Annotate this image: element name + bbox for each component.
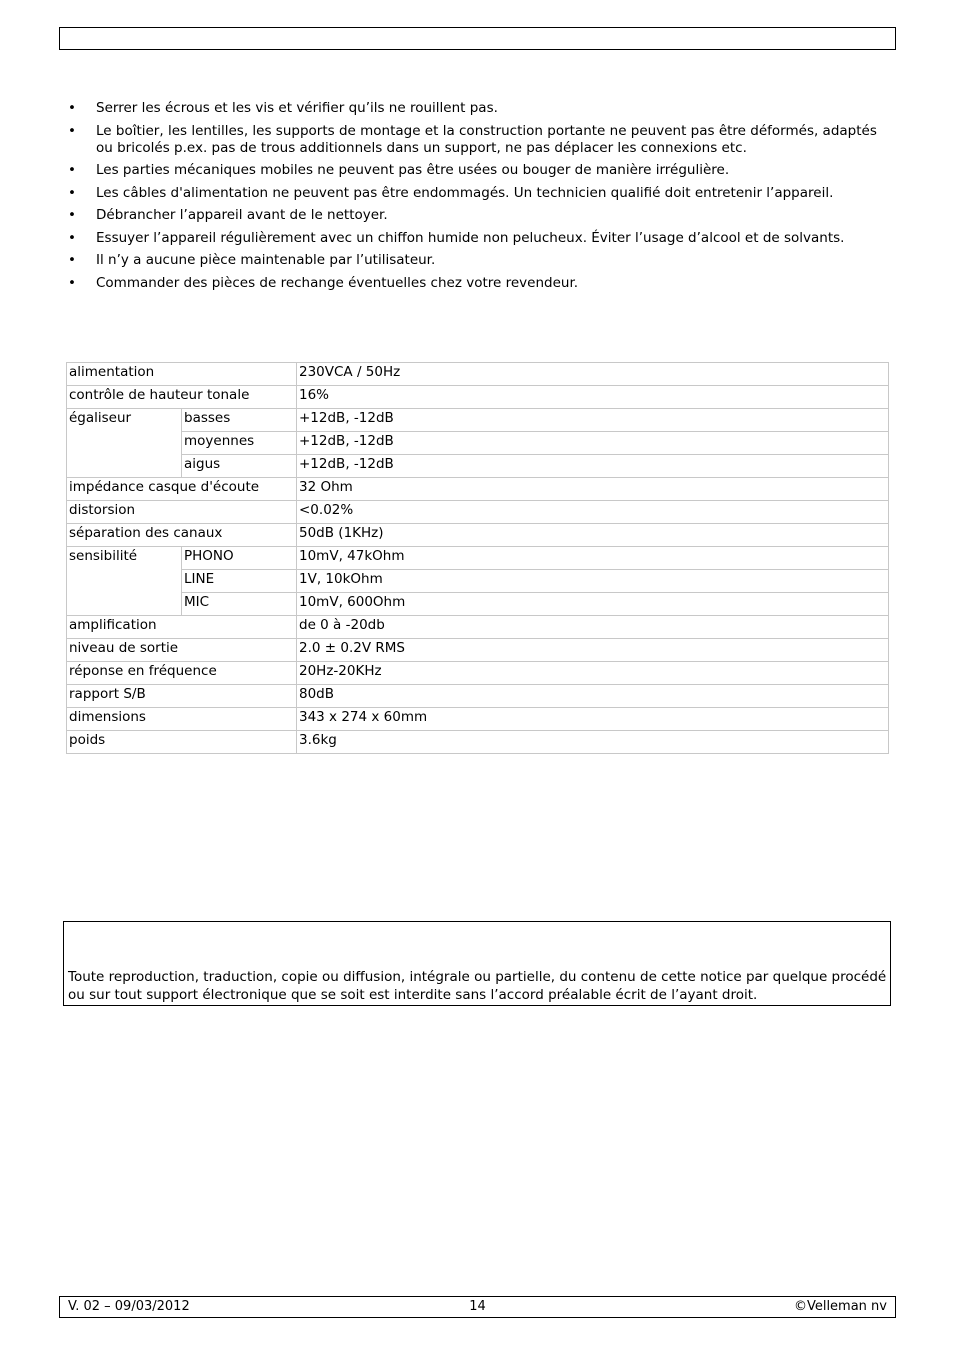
spec-label: égaliseur	[67, 409, 182, 478]
table-row	[67, 662, 889, 685]
list-item: • Il n’y a aucune pièce maintenable par l’utilisateur.	[68, 252, 436, 268]
spec-value: +12dB, -12dB	[297, 409, 889, 432]
bullet-icon: •	[68, 252, 76, 268]
spec-value: 16%	[297, 386, 889, 409]
spec-value: 3.6kg	[297, 731, 889, 754]
table-row	[67, 685, 889, 708]
bullet-icon: •	[68, 274, 76, 291]
spec-label: sensibilité	[67, 547, 182, 616]
table-row	[67, 524, 889, 547]
spec-value: 20Hz-20KHz	[297, 662, 889, 685]
spec-value: 230VCA / 50Hz	[297, 363, 889, 386]
spec-value: 343 x 274 x 60mm	[297, 708, 889, 731]
spec-label: réponse en fréquence	[67, 662, 297, 685]
page-footer	[59, 1296, 896, 1318]
list-item: • Les parties mécaniques mobiles ne peuvent pas être usées ou bouger de manière irrégulière.	[68, 162, 730, 178]
spec-label: amplification	[67, 616, 297, 639]
table-row	[67, 478, 889, 501]
spec-label: impédance casque d'écoute	[67, 478, 297, 501]
bullet-icon: •	[68, 122, 76, 139]
spec-sublabel: LINE	[182, 570, 297, 593]
spec-sublabel: PHONO	[182, 547, 297, 570]
table-row	[67, 547, 889, 570]
list-item: • Le boîtier, les lentilles, les supports de montage et la construction portante ne peuvent pas être déformés, adaptés ou bricolés p.ex. pas de trous additionnels dans un support, ne pas déplacer les connexions etc.	[68, 122, 877, 156]
table-row	[67, 593, 889, 616]
table-row	[67, 363, 889, 386]
maintenance-list	[60, 100, 890, 297]
spec-sublabel: MIC	[182, 593, 297, 616]
list-item: • Débrancher l’appareil avant de le nettoyer.	[68, 207, 388, 223]
copyright-notice-text: Toute reproduction, traduction, copie ou diffusion, intégrale ou partielle, du contenu de cette notice par quelque procédé ou sur tout support électronique que se soit est interdite sans l’accord préalable écrit de l’ayant droit.	[68, 969, 887, 1003]
table-row	[67, 570, 889, 593]
spec-label: contrôle de hauteur tonale	[67, 386, 297, 409]
table-row	[67, 409, 889, 432]
spec-value: 2.0 ± 0.2V RMS	[297, 639, 889, 662]
spec-value: 1V, 10kOhm	[297, 570, 889, 593]
spec-value: 50dB (1KHz)	[297, 524, 889, 547]
spec-label: rapport S/B	[67, 685, 297, 708]
list-item: • Commander des pièces de rechange éventuelles chez votre revendeur.	[68, 274, 579, 291]
table-row	[67, 708, 889, 731]
spec-sublabel: aigus	[182, 455, 297, 478]
spec-label: niveau de sortie	[67, 639, 297, 662]
list-item: • Serrer les écrous et les vis et vérifier qu’ils ne rouillent pas.	[68, 100, 498, 116]
bullet-icon: •	[68, 162, 76, 178]
footer-copyright: ©Velleman nv	[793, 1299, 887, 1314]
list-item: • Les câbles d'alimentation ne peuvent pas être endommagés. Un technicien qualifié doit entretenir l’appareil.	[68, 184, 834, 201]
spec-value: +12dB, -12dB	[297, 455, 889, 478]
spec-label: alimentation	[67, 363, 297, 386]
table-row	[67, 616, 889, 639]
footer-page-number: 14	[469, 1299, 486, 1314]
spec-sublabel: moyennes	[182, 432, 297, 455]
bullet-icon: •	[68, 100, 76, 116]
spec-value: de 0 à -20db	[297, 616, 889, 639]
spec-label: séparation des canaux	[67, 524, 297, 547]
spec-value: 80dB	[297, 685, 889, 708]
table-row	[67, 455, 889, 478]
list-item: • Essuyer l’appareil régulièrement avec un chiffon humide non pelucheux. Éviter l’usage d’alcool et de solvants.	[68, 229, 845, 246]
table-row	[67, 501, 889, 524]
table-row	[67, 639, 889, 662]
footer-version: V. 02 – 09/03/2012	[68, 1299, 190, 1314]
page-header-box	[59, 27, 896, 50]
spec-value: 10mV, 600Ohm	[297, 593, 889, 616]
spec-value: 10mV, 47kOhm	[297, 547, 889, 570]
bullet-icon: •	[68, 184, 76, 201]
spec-value: 32 Ohm	[297, 478, 889, 501]
bullet-icon: •	[68, 207, 76, 223]
specifications-table	[66, 362, 889, 754]
spec-label: poids	[67, 731, 297, 754]
spec-value: +12dB, -12dB	[297, 432, 889, 455]
spec-sublabel: basses	[182, 409, 297, 432]
table-row	[67, 432, 889, 455]
table-row	[67, 386, 889, 409]
copyright-notice-box	[63, 921, 891, 1006]
table-row	[67, 731, 889, 754]
bullet-icon: •	[68, 229, 76, 246]
spec-label: dimensions	[67, 708, 297, 731]
spec-value: <0.02%	[297, 501, 889, 524]
spec-label: distorsion	[67, 501, 297, 524]
